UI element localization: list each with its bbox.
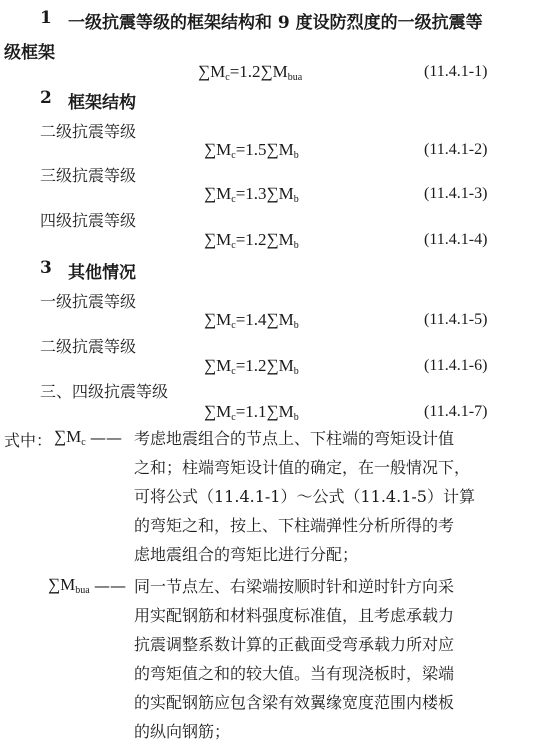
equation-5-number: (11.4.1-5)	[424, 311, 488, 328]
definition-1-line-4: 的弯矩之和，按上、下柱端弹性分析所得的考	[134, 516, 455, 535]
definition-1-text	[134, 424, 544, 569]
definition-1-line-1: 考虑地震组合的节点上、下柱端的弯矩设计值	[134, 429, 455, 448]
definition-2-line-4: 的弯矩值之和的较大值。当有现浇板时，梁端	[134, 664, 455, 683]
equation-7-number: (11.4.1-7)	[424, 403, 488, 420]
equation-1-number: (11.4.1-1)	[424, 63, 488, 80]
equation-6: $\sum M_c=1.2\sum M_b$	[204, 356, 299, 377]
definition-2-line-6: 的纵向钢筋；	[134, 722, 231, 741]
subhead-s3-a: 一级抗震等级	[40, 292, 137, 311]
section-1-title-line2: 级框架	[4, 43, 55, 63]
definition-2-line-1: 同一节点左、右梁端按顺时针和逆时针方向采	[134, 577, 455, 596]
definitions-prefix: 式中：	[4, 431, 53, 450]
subhead-s2-c: 四级抗震等级	[40, 211, 137, 230]
definition-1-line-2: 之和；柱端弯矩设计值的确定，在一般情况下，	[134, 458, 471, 477]
definition-2-line-5: 的实配钢筋应包含梁有效翼缘宽度范围内楼板	[134, 693, 455, 712]
section-3-title: 其他情况	[68, 263, 136, 283]
subhead-s3-c: 三、四级抗震等级	[40, 382, 169, 401]
definition-2-symbol: $\sum M_{bua}$	[48, 575, 90, 596]
equation-3: $\sum M_c=1.3\sum M_b$	[204, 184, 299, 205]
definition-1-line-5: 虑地震组合的弯矩比进行分配；	[134, 545, 359, 564]
section-2-number: 2	[40, 88, 52, 108]
section-2-title: 框架结构	[68, 93, 136, 113]
equation-5: $\sum M_c=1.4\sum M_b$	[204, 310, 299, 331]
definition-1-symbol: $\sum M_c$	[54, 427, 86, 448]
section-1-title-line1: 一级抗震等级的框架结构和 9 度设防烈度的一级抗震等	[68, 13, 483, 33]
section-3-number: 3	[40, 258, 52, 278]
equation-3-number: (11.4.1-3)	[424, 185, 488, 202]
definition-2-dash: ——	[94, 576, 126, 595]
equation-1: $\sum M_c=1.2\sum M_{bua}$	[198, 62, 303, 83]
equation-2: $\sum M_c=1.5\sum M_b$	[204, 140, 299, 161]
section-1-number: 1	[40, 8, 52, 28]
equation-7: $\sum M_c=1.1\sum M_b$	[204, 402, 299, 423]
definition-2-line-3: 抗震调整系数计算的正截面受弯承载力所对应	[134, 635, 455, 654]
equation-2-number: (11.4.1-2)	[424, 141, 488, 158]
equation-6-number: (11.4.1-6)	[424, 357, 488, 374]
equation-4: $\sum M_c=1.2\sum M_b$	[204, 230, 299, 251]
subhead-s2-b: 三级抗震等级	[40, 166, 137, 185]
definition-2-text	[134, 572, 544, 746]
equation-4-number: (11.4.1-4)	[424, 231, 488, 248]
subhead-s2-a: 二级抗震等级	[40, 122, 137, 141]
definition-1-line-3: 可将公式（11.4.1-1）～公式（11.4.1-5）计算	[134, 487, 475, 506]
definition-1-dash: ——	[90, 428, 122, 447]
subhead-s3-b: 二级抗震等级	[40, 337, 137, 356]
definition-2-line-2: 用实配钢筋和材料强度标准值，且考虑承载力	[134, 606, 455, 625]
